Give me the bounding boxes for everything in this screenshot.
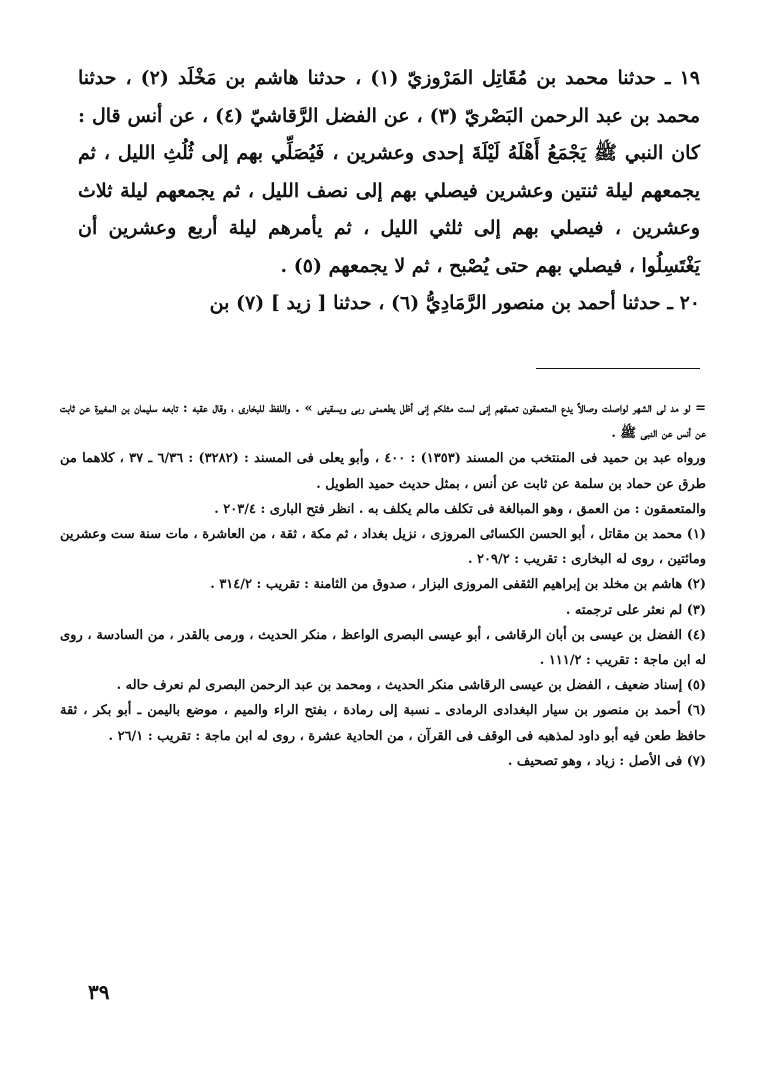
hadith-20: ٢٠ ـ حدثنا أحمد بن منصور الرَّمَادِيُّ (٦) ، حدثنا [ زيد ] (٧) بن bbox=[209, 292, 700, 314]
footnote-separator bbox=[536, 368, 700, 369]
footnote-3: (٣) لم نعثر على ترجمته . bbox=[565, 602, 706, 618]
footnote-2: (٢) هاشم بن مخلد بن إبراهيم الثقفى المروزى البزار ، صدوق من الثامنة : تقريب : ٣١٤/٢ . bbox=[210, 577, 706, 593]
footnote-7: (٧) فى الأصل : زياد ، وهو تصحيف . bbox=[507, 753, 706, 769]
footnotes bbox=[60, 396, 706, 774]
page-number: ٣٩ bbox=[88, 980, 110, 1004]
footnote-continuation: والمتعمقون : من العمق ، وهو المبالغة فى تكلف مالم يكلف به . انظر فتح البارى : ٢٠٣/٤ . bbox=[214, 501, 706, 517]
footnote-continuation: = لو مد لى الشهر لواصلت وصالاً يدع المتعمقون تعمقهم إنى لست مثلكم إنى أظل يطعمنى ربى ويسقينى » . واللفظ للبخارى ، وقال عقبه : تابعه سليمان بن المغيرة عن ثابت عن أنس عن النبى ﷺ . bbox=[60, 401, 706, 442]
main-text bbox=[78, 60, 700, 323]
footnote-1: (١) محمد بن مقاتل ، أبو الحسن الكسائى المروزى ، نزيل بغداد ، ثم مكة ، ثقة ، من العاشرة ، مات سنة ست وعشرين ومائتين ، روى له البخارى : تقريب : ٢٠٩/٢ . bbox=[60, 527, 706, 568]
footnote-continuation: ورواه عبد بن حميد فى المنتخب من المسند (١٣٥٣) : ٤٠٠ ، وأبو يعلى فى المسند : (٣٢٨٢) : ٦/٣٦ ـ ٣٧ ، كلاهما من طرق عن حماد بن سلمة عن ثابت عن أنس ، بمثل حديث حميد الطويل . bbox=[60, 451, 706, 492]
footnote-6: (٦) أحمد بن منصور بن سيار البغدادى الرمادى ـ نسبة إلى رمادة ، بفتح الراء والميم ، موضع باليمن ـ أبو بكر ، ثقة حافظ طعن فيه أبو داود لمذهبه فى الوقف فى القرآن ، من الحادية عشرة ، روى له ابن ماجة : تقريب : ٢٦/١ . bbox=[60, 703, 706, 744]
footnote-5: (٥) إسناد ضعيف ، الفضل بن عيسى الرقاشى منكر الحديث ، ومحمد بن عبد الرحمن البصرى لم نعرف حاله . bbox=[116, 678, 706, 694]
hadith-19: ١٩ ـ حدثنا محمد بن مُقَاتِل المَرْوزيّ (١) ، حدثنا هاشم بن مَخْلَد (٢) ، حدثنا محمد بن عبد الرحمن البَصْريّ (٣) ، عن الفضل الرَّقاشيّ (٤) ، عن أنس قال : كان النبي ﷺ يَجْمَعُ أَهْلَهُ لَيْلَةَ إحدى وعشرين ، فَيُصَلِّي بهم إلى ثُلُثِ الليل ، ثم يجمعهم ليلة ثنتين وعشرين فيصلي بهم إلى نصف الليل ، ثم يجمعهم ليلة ثلاث وعشرين ، فيصلي بهم إلى ثلثي الليل ، ثم يأمرهم ليلة أربع وعشرين أن يَغْتَسِلُوا ، فيصلي بهم حتى يُصْبح ، ثم لا يجمعهم (٥) . bbox=[78, 67, 701, 277]
footnote-4: (٤) الفضل بن عيسى بن أبان الرقاشى ، أبو عيسى البصرى الواعظ ، منكر الحديث ، ورمى بالقدر ، من السادسة ، روى له ابن ماجة : تقريب : ١١١/٢ . bbox=[60, 627, 706, 669]
